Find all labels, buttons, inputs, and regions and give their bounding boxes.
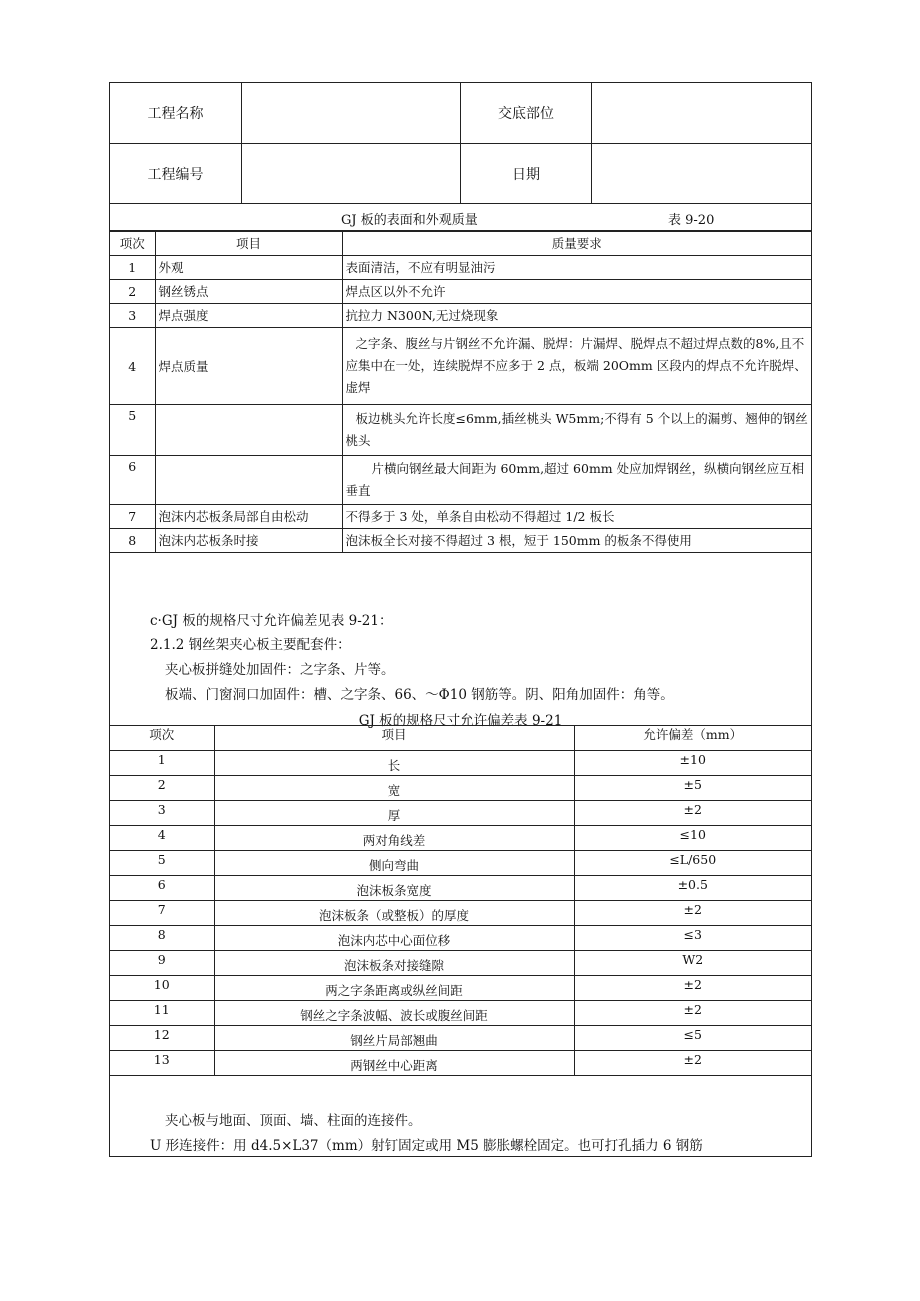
table-row — [110, 256, 811, 280]
row-item: 泡沫板条宽度 — [214, 876, 574, 901]
row-item: 长 — [214, 751, 574, 776]
row-item: 厚 — [214, 801, 574, 826]
row-item: 两之字条距离或纵丝间距 — [214, 976, 574, 1001]
date-label: 日期 — [461, 144, 592, 203]
table-row — [110, 280, 811, 304]
table-row — [110, 851, 811, 876]
table-row — [110, 751, 811, 776]
row-requirement: 片横向钢丝最大间距为 60mm,超过 60mm 处应加焊钢丝，纵横向钢丝应互相垂直 — [342, 456, 811, 505]
table1-title-row — [110, 204, 811, 231]
row-item: 焊点强度 — [155, 304, 342, 328]
row-item: 两对角线差 — [214, 826, 574, 851]
row-item: 泡沫内芯板条时接 — [155, 529, 342, 553]
row-number: 4 — [110, 328, 155, 405]
table-row — [110, 876, 811, 901]
table-header-row — [110, 232, 811, 256]
row-tolerance: ±5 — [574, 776, 811, 801]
row-requirement: 泡沫板全长对接不得超过 3 根，短于 150mm 的板条不得使用 — [342, 529, 811, 553]
table-row — [110, 505, 811, 529]
row-item: 两钢丝中心距离 — [214, 1051, 574, 1076]
table-row — [110, 1051, 811, 1076]
row-number: 10 — [110, 976, 214, 1001]
row-item: 钢丝之字条波幅、波长或腹丝间距 — [214, 1001, 574, 1026]
row-item: 焊点质量 — [155, 328, 342, 405]
row-number: 7 — [110, 901, 214, 926]
row-number: 7 — [110, 505, 155, 529]
table-row — [110, 901, 811, 926]
quality-table — [110, 231, 811, 553]
row-number: 5 — [110, 851, 214, 876]
paragraph-4: 板端、门窗洞口加固件：槽、之字条、66、～Φ10 钢筋等。阴、阳角加固件：角等。 — [165, 687, 674, 703]
row-requirement: 之字条、腹丝与片钢丝不允许漏、脱焊：片漏焊、脱焊点不超过焊点数的8%,且不应集中在一处，连续脱焊不应多于 2 点，板端 20Omm 区段内的焊点不允许脱焊、虚焊 — [342, 328, 811, 405]
handover-part-label: 交底部位 — [461, 83, 592, 143]
column-header: 质量要求 — [342, 232, 811, 256]
handover-part-field[interactable] — [592, 83, 811, 143]
column-header: 允许偏差（mm） — [574, 726, 811, 751]
row-tolerance: ±2 — [574, 801, 811, 826]
row-number: 4 — [110, 826, 214, 851]
paragraph-2: 2.1.2 钢丝架夹心板主要配套件： — [150, 637, 351, 653]
row-number: 1 — [110, 751, 214, 776]
table-row — [110, 456, 811, 505]
table-row — [110, 801, 811, 826]
row-tolerance: ±0.5 — [574, 876, 811, 901]
row-item: 侧向弯曲 — [214, 851, 574, 876]
paragraph-5: 夹心板与地面、顶面、墙、柱面的连接件。 — [165, 1113, 422, 1129]
row-tolerance: ≤L/650 — [574, 851, 811, 876]
column-header: 项次 — [110, 726, 214, 751]
column-header: 项目 — [155, 232, 342, 256]
row-item: 钢丝片局部翘曲 — [214, 1026, 574, 1051]
table-row — [110, 1026, 811, 1051]
row-item: 泡沫内芯板条局部自由松动 — [155, 505, 342, 529]
row-number: 6 — [110, 876, 214, 901]
table-row — [110, 776, 811, 801]
row-tolerance: ±10 — [574, 751, 811, 776]
row-number: 2 — [110, 280, 155, 304]
paragraph-1: c·GJ 板的规格尺寸允许偏差见表 9-21： — [150, 613, 393, 629]
row-item: 泡沫板条（或整板）的厚度 — [214, 901, 574, 926]
row-number: 8 — [110, 926, 214, 951]
table1-title: GJ 板的表面和外观质量 — [341, 213, 478, 228]
header-row-1 — [110, 83, 811, 144]
table1-number: 表 9-20 — [668, 213, 715, 228]
row-requirement: 焊点区以外不允许 — [342, 280, 811, 304]
row-tolerance: ±2 — [574, 1001, 811, 1026]
row-number: 13 — [110, 1051, 214, 1076]
project-name-label: 工程名称 — [110, 83, 242, 143]
row-tolerance: ±2 — [574, 1051, 811, 1076]
row-item — [155, 456, 342, 505]
table-header-row — [110, 726, 811, 751]
project-name-field[interactable] — [242, 83, 461, 143]
row-number: 12 — [110, 1026, 214, 1051]
row-requirement: 不得多于 3 处，单条自由松动不得超过 1/2 板长 — [342, 505, 811, 529]
row-item — [155, 405, 342, 456]
row-item: 泡沫板条对接缝隙 — [214, 951, 574, 976]
row-number: 8 — [110, 529, 155, 553]
row-item: 钢丝锈点 — [155, 280, 342, 304]
project-no-field[interactable] — [242, 144, 461, 203]
table-row — [110, 951, 811, 976]
tolerance-table — [110, 725, 811, 1076]
paragraph-6: U 形连接件：用 d4.5×L37（mm）射钉固定或用 M5 膨胀螺栓固定。也可打孔插力 6 钢筋 — [150, 1138, 703, 1154]
row-tolerance: ≤3 — [574, 926, 811, 951]
table-row — [110, 328, 811, 405]
row-item: 泡沫内芯中心面位移 — [214, 926, 574, 951]
row-number: 3 — [110, 801, 214, 826]
table2-caption: GJ 板的规格尺寸允许偏差表 9-21 — [358, 713, 563, 729]
row-requirement: 表面清洁，不应有明显油污 — [342, 256, 811, 280]
table-row — [110, 826, 811, 851]
row-number: 2 — [110, 776, 214, 801]
date-field[interactable] — [592, 144, 811, 203]
row-tolerance: W2 — [574, 951, 811, 976]
table-row — [110, 976, 811, 1001]
row-tolerance: ±2 — [574, 901, 811, 926]
row-item: 宽 — [214, 776, 574, 801]
column-header: 项目 — [214, 726, 574, 751]
row-number: 1 — [110, 256, 155, 280]
row-number: 6 — [110, 456, 155, 505]
row-requirement: 板边桃头允许长度≤6mm,插丝桃头 W5mm;不得有 5 个以上的漏剪、翘伸的钢丝桃头 — [342, 405, 811, 456]
row-number: 5 — [110, 405, 155, 456]
row-tolerance: ≤10 — [574, 826, 811, 851]
document-frame — [109, 82, 812, 1157]
row-tolerance: ≤5 — [574, 1026, 811, 1051]
column-header: 项次 — [110, 232, 155, 256]
paragraph-3: 夹心板拼缝处加固件：之字条、片等。 — [165, 662, 395, 678]
table-row — [110, 1001, 811, 1026]
table-row — [110, 529, 811, 553]
row-number: 3 — [110, 304, 155, 328]
row-item: 外观 — [155, 256, 342, 280]
table-row — [110, 926, 811, 951]
project-no-label: 工程编号 — [110, 144, 242, 203]
header-row-2 — [110, 144, 811, 204]
table-row — [110, 405, 811, 456]
row-number: 9 — [110, 951, 214, 976]
row-requirement: 抗拉力 N300N,无过烧现象 — [342, 304, 811, 328]
table-row — [110, 304, 811, 328]
row-tolerance: ±2 — [574, 976, 811, 1001]
row-number: 11 — [110, 1001, 214, 1026]
